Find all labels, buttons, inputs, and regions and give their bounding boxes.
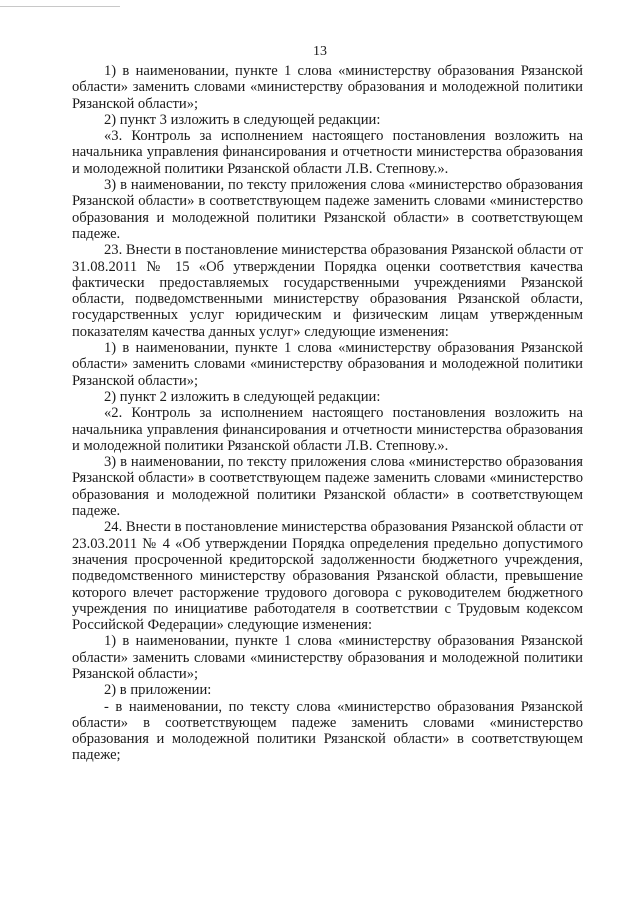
paragraph: 2) в приложении: xyxy=(104,682,212,699)
paragraph: 2) пункт 3 изложить в следующей редакции: xyxy=(104,111,381,128)
page-number: 13 xyxy=(313,44,327,59)
paragraph: 1) в наименовании, пункте 1 слова «министерству образования Рязанской области» заменить словами «министерству образования и молодежной политики Рязанской области»; xyxy=(72,340,583,389)
paragraph: «2. Контроль за исполнением настоящего постановления возложить на начальника управления финансирования и отчетности министерства образования и молодежной политики Рязанской области Л.В. Степнову.». xyxy=(72,405,583,454)
paragraph: 23. Внести в постановление министерства образования Рязанской области от 31.08.2011 № 15 «Об утверждении Порядка оценки соответствия качества фактически предоставляемых государственными учреждениями Рязанской области, подведомственными министерству образования Рязанской области, государственных услуг юридическим и физическим лицам утвержденным показателям качества данных услуг» следующие изменения: xyxy=(72,242,583,340)
paragraph: 3) в наименовании, по тексту приложения слова «министерство образования Рязанской области» в соответствующем падеже заменить словами «министерство образования и молодежной политики Рязанской области» в соответствующем падеже. xyxy=(72,454,583,520)
document-body xyxy=(72,63,583,764)
scan-corner-line xyxy=(0,6,120,7)
paragraph: 2) пункт 2 изложить в следующей редакции: xyxy=(104,388,381,405)
paragraph: 3) в наименовании, по тексту приложения слова «министерство образования Рязанской области» в соответствующем падеже заменить словами «министерство образования и молодежной политики Рязанской области» в соответствующем падеже. xyxy=(72,177,583,242)
paragraph: 1) в наименовании, пункте 1 слова «министерству образования Рязанской области» заменить словами «министерству образования и молодежной политики Рязанской области»; xyxy=(72,63,583,112)
paragraph: - в наименовании, по тексту слова «министерство образования Рязанской области» в соответствующем падеже заменить словами «министерство образования и молодежной политики Рязанской области» в соответствующем падеже; xyxy=(72,698,583,764)
paragraph: 1) в наименовании, пункте 1 слова «министерству образования Рязанской области» заменить словами «министерству образования и молодежной политики Рязанской области»; xyxy=(72,633,583,682)
paragraph: 24. Внести в постановление министерства образования Рязанской области от 23.03.2011 № 4 «Об утверждении Порядка определения предельно допустимого значения просроченной кредиторской задолженности бюджетного учреждения, подведомственного министерству образования Рязанской области, превышение которого влечет расторжение трудового договора с руководителем бюджетного учреждения по инициативе работодателя в соответствии с Трудовым кодексом Российской Федерации» следующие изменения: xyxy=(72,519,583,634)
paragraph: «3. Контроль за исполнением настоящего постановления возложить на начальника управления финансирования и отчетности министерства образования и молодежной политики Рязанской области Л.В. Степнову.». xyxy=(72,128,583,177)
